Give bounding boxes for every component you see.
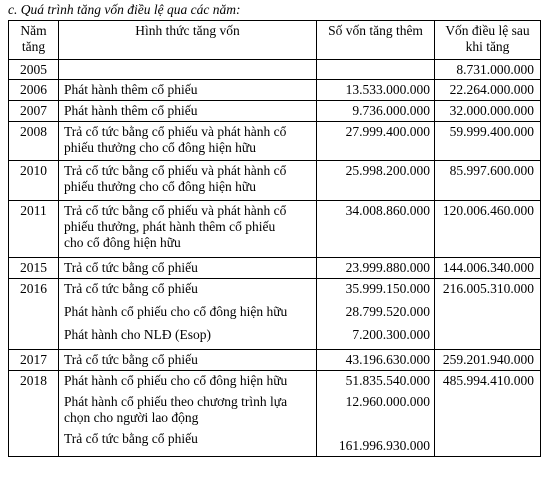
sub-item: Trả cổ tức bằng cổ phiếu	[64, 431, 198, 446]
method-cell: Trả cổ tức bằng cổ phiếu	[59, 350, 317, 371]
capital-increase-table	[8, 20, 541, 457]
header-method: Hình thức tăng vốn	[59, 21, 317, 60]
table-row	[9, 60, 541, 80]
amount-cell	[317, 60, 435, 80]
amount-cell: 43.196.630.000	[317, 350, 435, 371]
method-cell: Trả cổ tức bằng cổ phiếu	[59, 258, 317, 279]
amount-cell: 34.008.860.000	[317, 201, 435, 258]
capital-cell: 8.731.000.000	[435, 60, 541, 80]
amount-cell	[317, 371, 435, 457]
year-cell: 2010	[9, 161, 59, 201]
sub-item: Phát hành cổ phiếu cho cổ đông hiện hữu	[64, 304, 288, 319]
method-cell: Trả cổ tức bằng cổ phiếu và phát hành cổ phiếu thưởng cho cổ đông hiện hữu	[59, 122, 317, 161]
year-cell: 2007	[9, 101, 59, 122]
amount-cell: 27.999.400.000	[317, 122, 435, 161]
capital-cell: 216.005.310.000	[435, 279, 541, 350]
amount-cell	[317, 279, 435, 350]
table-row	[9, 80, 541, 101]
table-row	[9, 371, 541, 457]
sub-item: Trả cổ tức bằng cổ phiếu	[64, 281, 198, 296]
method-cell: Phát hành thêm cổ phiếu	[59, 101, 317, 122]
capital-cell: 259.201.940.000	[435, 350, 541, 371]
capital-cell: 32.000.000.000	[435, 101, 541, 122]
sub-item: Phát hành cổ phiếu cho cổ đông hiện hữu	[64, 373, 288, 388]
capital-cell: 85.997.600.000	[435, 161, 541, 201]
year-cell: 2017	[9, 350, 59, 371]
table-row	[9, 201, 541, 258]
header-capital: Vốn điều lệ sau khi tăng	[435, 21, 541, 60]
table-row	[9, 122, 541, 161]
sub-amount: 28.799.520.000	[345, 304, 430, 319]
sub-item: Phát hành cho NLĐ (Esop)	[64, 327, 211, 342]
header-amount: Số vốn tăng thêm	[317, 21, 435, 60]
capital-cell: 485.994.410.000	[435, 371, 541, 457]
header-row	[9, 21, 541, 60]
table-row	[9, 161, 541, 201]
amount-cell: 25.998.200.000	[317, 161, 435, 201]
method-cell	[59, 279, 317, 350]
year-cell: 2006	[9, 80, 59, 101]
amount-cell: 9.736.000.000	[317, 101, 435, 122]
table-row	[9, 101, 541, 122]
method-cell: Trả cổ tức bằng cổ phiếu và phát hành cổ phiếu thưởng, phát hành thêm cổ phiếu cho cổ đông hiện hữu	[59, 201, 317, 258]
capital-cell: 22.264.000.000	[435, 80, 541, 101]
table-row	[9, 258, 541, 279]
amount-cell: 13.533.000.000	[317, 80, 435, 101]
amount-cell: 23.999.880.000	[317, 258, 435, 279]
sub-amount: 35.999.150.000	[345, 281, 430, 296]
sub-amount: 7.200.300.000	[352, 327, 430, 342]
year-cell: 2018	[9, 371, 59, 457]
year-cell: 2015	[9, 258, 59, 279]
table-row	[9, 350, 541, 371]
year-cell: 2008	[9, 122, 59, 161]
capital-cell: 144.006.340.000	[435, 258, 541, 279]
method-cell	[59, 371, 317, 457]
capital-cell: 120.006.460.000	[435, 201, 541, 258]
method-cell: Phát hành thêm cổ phiếu	[59, 80, 317, 101]
method-cell	[59, 60, 317, 80]
sub-item: Phát hành cổ phiếu theo chương trình lựa	[64, 394, 288, 409]
section-heading: c. Quá trình tăng vốn điều lệ qua các năm:	[8, 2, 241, 17]
capital-cell: 59.999.400.000	[435, 122, 541, 161]
method-cell: Trả cổ tức bằng cổ phiếu và phát hành cổ phiếu thưởng cho cổ đông hiện hữu	[59, 161, 317, 201]
year-cell: 2005	[9, 60, 59, 80]
sub-item: chọn cho người lao động	[64, 410, 199, 425]
table-row	[9, 279, 541, 350]
sub-amount: 12.960.000.000	[345, 394, 430, 409]
sub-amount: 161.996.930.000	[338, 438, 430, 453]
header-year: Năm tăng	[9, 21, 59, 60]
year-cell: 2016	[9, 279, 59, 350]
sub-amount: 51.835.540.000	[345, 373, 430, 388]
year-cell: 2011	[9, 201, 59, 258]
